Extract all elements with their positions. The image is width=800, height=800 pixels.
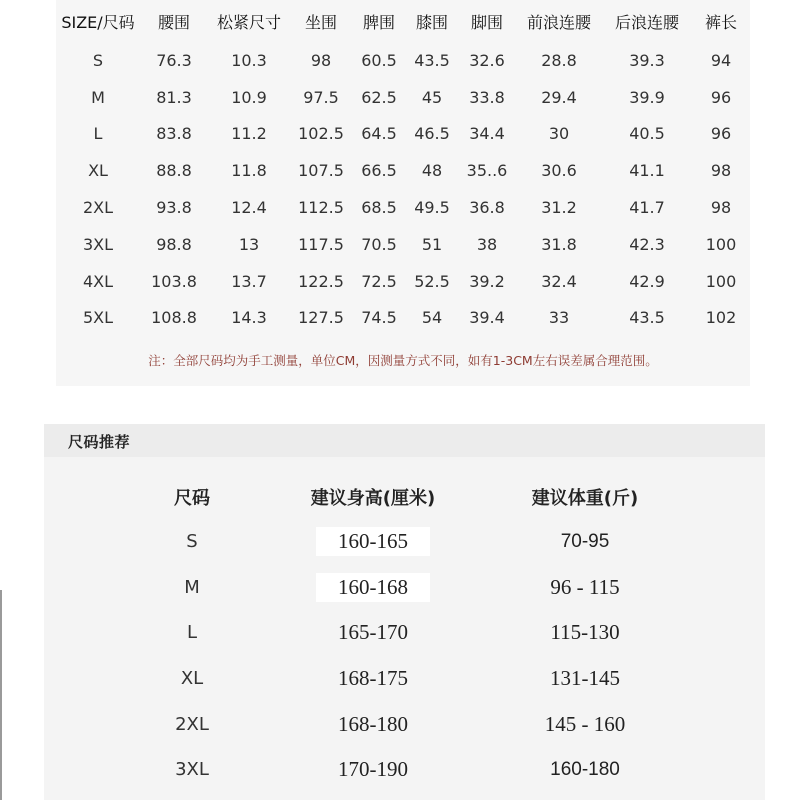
header-front-rise: 前浪连腰: [526, 12, 591, 32]
cell-elastic: 11.8: [231, 161, 267, 181]
cell-length: 100: [705, 234, 737, 254]
cell-waist: 76.3: [156, 50, 192, 70]
rec-weight-value: 96 - 115: [550, 574, 620, 599]
table-row: [104, 565, 704, 611]
rec-size: [104, 610, 280, 656]
cell-hip: 107.5: [298, 161, 344, 181]
cell-leg-opening: 39.2: [469, 271, 505, 291]
rec-height-value: 168-180: [338, 711, 408, 736]
size-chart-table: [56, 0, 750, 336]
cell-length: 96: [710, 124, 732, 144]
cell-thigh: 70.5: [361, 234, 397, 254]
cell-back-rise: 43.5: [629, 308, 665, 328]
cell-hip: 97.5: [303, 87, 339, 107]
rec-weight-value: 131-145: [550, 666, 620, 691]
rec-height-value: 160-168: [316, 573, 430, 602]
cell-elastic: 13: [238, 234, 260, 254]
cell-size: XL: [88, 161, 108, 181]
cell-front-rise: 33: [548, 308, 570, 328]
cell-thigh: 68.5: [361, 198, 397, 218]
rec-size: [104, 656, 280, 702]
rec-size-value: 3XL: [175, 759, 209, 781]
table-row: [56, 42, 750, 79]
cell-leg-opening: 33.8: [469, 87, 505, 107]
cell-back-rise: 41.7: [629, 198, 665, 218]
rec-size: [104, 565, 280, 611]
recommendation-header: [44, 424, 765, 457]
cell-elastic: 11.2: [231, 124, 267, 144]
rec-weight: [466, 701, 704, 747]
rec-size: [104, 519, 280, 565]
cell-back-rise: 39.3: [629, 50, 665, 70]
rec-size-value: L: [186, 622, 198, 644]
cell-waist: 81.3: [156, 87, 192, 107]
table-row: [104, 610, 704, 656]
cell-hip: 112.5: [298, 198, 344, 218]
recommendation-header-row: [104, 475, 704, 519]
cell-waist: 108.8: [151, 308, 197, 328]
table-row: [56, 263, 750, 300]
cell-length: 98: [710, 198, 732, 218]
table-row: [56, 116, 750, 153]
rec-height-value: 160-165: [316, 527, 430, 556]
cell-leg-opening: 38: [476, 234, 498, 254]
cell-size: M: [91, 87, 105, 107]
cell-thigh: 64.5: [361, 124, 397, 144]
cell-leg-opening: 36.8: [469, 198, 505, 218]
header-hip: 坐围: [304, 12, 337, 32]
cell-size: 3XL: [82, 234, 114, 254]
cell-size: S: [92, 50, 104, 70]
cell-length: 102: [705, 308, 737, 328]
table-row: [56, 300, 750, 337]
header-waist: 腰围: [157, 12, 190, 32]
rec-weight-value: 145 - 160: [544, 711, 626, 736]
rec-header-weight: 建议体重(斤): [531, 488, 639, 509]
rec-weight: [466, 519, 704, 565]
table-row: [104, 519, 704, 565]
rec-weight-value: 115-130: [550, 620, 620, 645]
cell-front-rise: 31.8: [541, 234, 577, 254]
header-elastic: 松紧尺寸: [216, 12, 281, 32]
measurement-note: 注：全部尺码均为手工测量，单位CM，因测量方式不同，如有1-3CM左右误差属合理范围。: [148, 353, 658, 368]
cell-hip: 102.5: [298, 124, 344, 144]
left-edge-divider: [0, 590, 2, 800]
cell-hip: 117.5: [298, 234, 344, 254]
rec-height: [280, 519, 466, 565]
table-row: [56, 189, 750, 226]
recommendation-title: 尺码推荐: [68, 433, 131, 451]
cell-length: 98: [710, 161, 732, 181]
rec-size-value: XL: [180, 668, 204, 690]
rec-height-value: 168-175: [338, 666, 408, 691]
cell-thigh: 66.5: [361, 161, 397, 181]
cell-elastic: 14.3: [231, 308, 267, 328]
cell-hip: 122.5: [298, 271, 344, 291]
header-knee: 膝围: [415, 12, 448, 32]
cell-size: 2XL: [82, 198, 114, 218]
cell-leg-opening: 39.4: [469, 308, 505, 328]
cell-knee: 48: [421, 161, 443, 181]
rec-size-value: S: [186, 531, 198, 553]
rec-header-height: 建议身高(厘米): [310, 488, 436, 509]
cell-front-rise: 31.2: [541, 198, 577, 218]
rec-weight: [466, 610, 704, 656]
rec-weight: [466, 656, 704, 702]
cell-length: 96: [710, 87, 732, 107]
cell-size: L: [93, 124, 103, 144]
cell-knee: 43.5: [414, 50, 450, 70]
cell-front-rise: 30.6: [541, 161, 577, 181]
size-chart: [56, 0, 750, 386]
cell-front-rise: 29.4: [541, 87, 577, 107]
rec-weight-value: 70-95: [560, 530, 610, 552]
cell-back-rise: 42.3: [629, 234, 665, 254]
cell-back-rise: 40.5: [629, 124, 665, 144]
cell-waist: 93.8: [156, 198, 192, 218]
table-row: [104, 656, 704, 702]
cell-thigh: 60.5: [361, 50, 397, 70]
cell-size: 5XL: [82, 308, 114, 328]
cell-knee: 54: [421, 308, 443, 328]
rec-size: [104, 747, 280, 793]
cell-thigh: 62.5: [361, 87, 397, 107]
cell-waist: 83.8: [156, 124, 192, 144]
rec-header-size: 尺码: [174, 488, 210, 509]
rec-weight-value: 160-180: [550, 758, 620, 780]
cell-leg-opening: 35..6: [466, 161, 508, 181]
table-row: [104, 701, 704, 747]
rec-size-value: M: [184, 576, 200, 598]
table-row: [56, 226, 750, 263]
cell-back-rise: 41.1: [629, 161, 665, 181]
rec-height: [280, 701, 466, 747]
rec-height: [280, 610, 466, 656]
cell-leg-opening: 34.4: [469, 124, 505, 144]
cell-hip: 127.5: [298, 308, 344, 328]
header-back-rise: 后浪连腰: [614, 12, 679, 32]
cell-knee: 52.5: [414, 271, 450, 291]
cell-back-rise: 42.9: [629, 271, 665, 291]
cell-leg-opening: 32.6: [469, 50, 505, 70]
cell-length: 100: [705, 271, 737, 291]
recommendation-panel: [44, 457, 765, 800]
cell-elastic: 10.3: [231, 50, 267, 70]
cell-waist: 98.8: [156, 234, 192, 254]
cell-thigh: 74.5: [361, 308, 397, 328]
rec-weight: [466, 747, 704, 793]
cell-size: 4XL: [82, 271, 114, 291]
cell-front-rise: 32.4: [541, 271, 577, 291]
cell-back-rise: 39.9: [629, 87, 665, 107]
header-thigh: 脾围: [362, 12, 395, 32]
recommendation-table: [104, 475, 704, 793]
cell-front-rise: 28.8: [541, 50, 577, 70]
cell-elastic: 12.4: [231, 198, 267, 218]
rec-height: [280, 747, 466, 793]
cell-elastic: 13.7: [231, 271, 267, 291]
header-leg-opening: 脚围: [470, 12, 503, 32]
cell-knee: 45: [421, 87, 443, 107]
cell-thigh: 72.5: [361, 271, 397, 291]
header-length: 裤长: [704, 12, 737, 32]
rec-height-value: 170-190: [338, 757, 408, 782]
rec-height: [280, 656, 466, 702]
rec-weight: [466, 565, 704, 611]
cell-waist: 103.8: [151, 271, 197, 291]
cell-knee: 51: [421, 234, 443, 254]
rec-height: [280, 565, 466, 611]
table-row: [56, 152, 750, 189]
cell-length: 94: [710, 50, 732, 70]
cell-waist: 88.8: [156, 161, 192, 181]
cell-knee: 49.5: [414, 198, 450, 218]
rec-size: [104, 701, 280, 747]
rec-size-value: 2XL: [175, 713, 209, 735]
table-row: [56, 79, 750, 116]
cell-knee: 46.5: [414, 124, 450, 144]
cell-hip: 98: [310, 50, 332, 70]
cell-front-rise: 30: [548, 124, 570, 144]
size-chart-header-row: [56, 0, 750, 42]
cell-elastic: 10.9: [231, 87, 267, 107]
rec-height-value: 165-170: [338, 620, 408, 645]
header-size: SIZE/尺码: [61, 12, 135, 32]
table-row: [104, 747, 704, 793]
